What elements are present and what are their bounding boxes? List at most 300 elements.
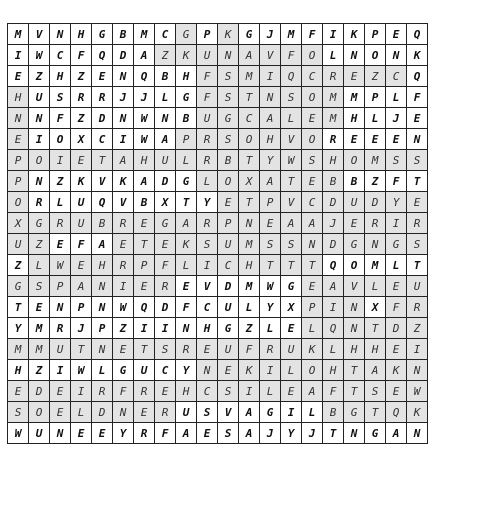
letter-cell[interactable]: S [50, 87, 71, 108]
letter-cell[interactable]: L [176, 150, 197, 171]
letter-cell[interactable]: L [29, 255, 50, 276]
letter-cell[interactable]: H [176, 381, 197, 402]
letter-cell[interactable]: E [302, 171, 323, 192]
letter-cell[interactable]: Q [323, 318, 344, 339]
letter-cell[interactable]: S [8, 402, 29, 423]
letter-cell[interactable]: E [344, 129, 365, 150]
letter-cell[interactable]: M [239, 234, 260, 255]
letter-cell[interactable]: E [386, 24, 407, 45]
letter-cell[interactable]: N [365, 234, 386, 255]
letter-cell[interactable]: Z [29, 234, 50, 255]
letter-cell[interactable]: L [281, 360, 302, 381]
letter-cell[interactable]: Q [281, 66, 302, 87]
letter-cell[interactable]: H [8, 87, 29, 108]
letter-cell[interactable]: I [50, 150, 71, 171]
letter-cell[interactable]: A [323, 276, 344, 297]
letter-cell[interactable]: F [386, 171, 407, 192]
letter-cell[interactable]: A [134, 171, 155, 192]
letter-cell[interactable]: A [239, 423, 260, 444]
letter-cell[interactable]: W [71, 360, 92, 381]
letter-cell[interactable]: T [239, 192, 260, 213]
letter-cell[interactable]: P [8, 171, 29, 192]
letter-cell[interactable]: E [155, 381, 176, 402]
letter-cell[interactable]: S [155, 339, 176, 360]
letter-cell[interactable]: T [8, 297, 29, 318]
letter-cell[interactable]: Z [29, 360, 50, 381]
letter-cell[interactable]: K [176, 45, 197, 66]
letter-cell[interactable]: A [239, 402, 260, 423]
letter-cell[interactable]: Q [407, 24, 428, 45]
letter-cell[interactable]: V [344, 276, 365, 297]
letter-cell[interactable]: G [176, 171, 197, 192]
letter-cell[interactable]: U [197, 108, 218, 129]
letter-cell[interactable]: N [92, 339, 113, 360]
letter-cell[interactable]: U [50, 339, 71, 360]
letter-cell[interactable]: G [218, 108, 239, 129]
letter-cell[interactable]: E [113, 339, 134, 360]
letter-cell[interactable]: P [197, 24, 218, 45]
letter-cell[interactable]: A [176, 213, 197, 234]
letter-cell[interactable]: E [29, 297, 50, 318]
letter-cell[interactable]: N [302, 234, 323, 255]
letter-cell[interactable]: O [302, 87, 323, 108]
letter-cell[interactable]: S [218, 66, 239, 87]
letter-cell[interactable]: Y [176, 360, 197, 381]
letter-cell[interactable]: L [155, 87, 176, 108]
letter-cell[interactable]: Z [407, 318, 428, 339]
letter-cell[interactable]: T [344, 360, 365, 381]
letter-cell[interactable]: O [29, 150, 50, 171]
letter-cell[interactable]: T [176, 192, 197, 213]
letter-cell[interactable]: Z [71, 66, 92, 87]
letter-cell[interactable]: I [8, 45, 29, 66]
letter-cell[interactable]: N [50, 423, 71, 444]
letter-cell[interactable]: G [365, 423, 386, 444]
letter-cell[interactable]: S [302, 150, 323, 171]
letter-cell[interactable]: Q [323, 255, 344, 276]
letter-cell[interactable]: N [176, 318, 197, 339]
letter-cell[interactable]: T [239, 150, 260, 171]
letter-cell[interactable]: P [365, 87, 386, 108]
letter-cell[interactable]: Y [281, 423, 302, 444]
letter-cell[interactable]: N [344, 45, 365, 66]
letter-cell[interactable]: V [218, 402, 239, 423]
letter-cell[interactable]: N [92, 276, 113, 297]
letter-cell[interactable]: E [218, 192, 239, 213]
letter-cell[interactable]: W [113, 297, 134, 318]
letter-cell[interactable]: H [92, 255, 113, 276]
letter-cell[interactable]: E [302, 276, 323, 297]
letter-cell[interactable]: N [113, 108, 134, 129]
letter-cell[interactable]: F [113, 381, 134, 402]
letter-cell[interactable]: U [29, 87, 50, 108]
letter-cell[interactable]: I [260, 360, 281, 381]
letter-cell[interactable]: N [50, 24, 71, 45]
letter-cell[interactable]: I [29, 129, 50, 150]
letter-cell[interactable]: E [71, 255, 92, 276]
letter-cell[interactable]: O [302, 129, 323, 150]
letter-cell[interactable]: E [302, 108, 323, 129]
letter-cell[interactable]: R [134, 423, 155, 444]
letter-cell[interactable]: T [365, 318, 386, 339]
letter-cell[interactable]: M [344, 87, 365, 108]
letter-cell[interactable]: N [386, 45, 407, 66]
letter-cell[interactable]: E [407, 108, 428, 129]
letter-cell[interactable]: I [386, 213, 407, 234]
letter-cell[interactable]: C [218, 255, 239, 276]
letter-cell[interactable]: H [239, 255, 260, 276]
letter-cell[interactable]: R [50, 213, 71, 234]
letter-cell[interactable]: I [113, 129, 134, 150]
letter-cell[interactable]: F [155, 255, 176, 276]
letter-cell[interactable]: L [281, 108, 302, 129]
letter-cell[interactable]: K [407, 45, 428, 66]
letter-cell[interactable]: O [29, 402, 50, 423]
letter-cell[interactable]: R [197, 129, 218, 150]
letter-cell[interactable]: G [29, 213, 50, 234]
letter-cell[interactable]: P [176, 129, 197, 150]
letter-cell[interactable]: R [92, 87, 113, 108]
letter-cell[interactable]: V [281, 192, 302, 213]
letter-cell[interactable]: E [218, 360, 239, 381]
letter-cell[interactable]: R [323, 66, 344, 87]
letter-cell[interactable]: E [176, 276, 197, 297]
letter-cell[interactable]: J [134, 87, 155, 108]
letter-cell[interactable]: J [260, 24, 281, 45]
letter-cell[interactable]: H [50, 66, 71, 87]
letter-cell[interactable]: H [344, 339, 365, 360]
letter-cell[interactable]: U [407, 276, 428, 297]
letter-cell[interactable]: Y [260, 150, 281, 171]
letter-cell[interactable]: C [92, 129, 113, 150]
letter-cell[interactable]: B [113, 24, 134, 45]
letter-cell[interactable]: L [239, 297, 260, 318]
letter-cell[interactable]: F [197, 66, 218, 87]
letter-cell[interactable]: X [365, 297, 386, 318]
letter-cell[interactable]: Y [113, 423, 134, 444]
letter-cell[interactable]: D [113, 45, 134, 66]
letter-cell[interactable]: R [407, 213, 428, 234]
letter-cell[interactable]: L [323, 45, 344, 66]
letter-cell[interactable]: J [323, 213, 344, 234]
letter-cell[interactable]: U [218, 234, 239, 255]
letter-cell[interactable]: H [176, 66, 197, 87]
letter-cell[interactable]: F [239, 339, 260, 360]
letter-cell[interactable]: A [386, 423, 407, 444]
letter-cell[interactable]: R [155, 276, 176, 297]
letter-cell[interactable]: G [155, 213, 176, 234]
letter-cell[interactable]: P [50, 276, 71, 297]
letter-cell[interactable]: W [260, 276, 281, 297]
letter-cell[interactable]: V [260, 45, 281, 66]
letter-cell[interactable]: B [323, 171, 344, 192]
letter-cell[interactable]: F [176, 297, 197, 318]
letter-cell[interactable]: A [281, 213, 302, 234]
letter-cell[interactable]: I [113, 276, 134, 297]
letter-cell[interactable]: A [155, 129, 176, 150]
letter-cell[interactable]: K [113, 171, 134, 192]
letter-cell[interactable]: K [344, 24, 365, 45]
letter-cell[interactable]: I [197, 255, 218, 276]
letter-cell[interactable]: S [407, 150, 428, 171]
letter-cell[interactable]: G [344, 402, 365, 423]
letter-cell[interactable]: O [218, 171, 239, 192]
letter-cell[interactable]: S [218, 381, 239, 402]
letter-cell[interactable]: T [281, 171, 302, 192]
letter-cell[interactable]: H [134, 150, 155, 171]
letter-cell[interactable]: M [239, 276, 260, 297]
letter-cell[interactable]: E [50, 234, 71, 255]
letter-cell[interactable]: X [239, 171, 260, 192]
letter-cell[interactable]: K [239, 360, 260, 381]
letter-cell[interactable]: R [260, 339, 281, 360]
letter-cell[interactable]: R [71, 87, 92, 108]
letter-cell[interactable]: Q [92, 192, 113, 213]
letter-cell[interactable]: S [218, 87, 239, 108]
letter-cell[interactable]: Z [239, 318, 260, 339]
letter-cell[interactable]: N [218, 45, 239, 66]
letter-cell[interactable]: D [29, 381, 50, 402]
letter-cell[interactable]: S [365, 381, 386, 402]
letter-cell[interactable]: C [50, 45, 71, 66]
letter-cell[interactable]: E [386, 276, 407, 297]
letter-cell[interactable]: T [239, 87, 260, 108]
letter-cell[interactable]: U [218, 297, 239, 318]
letter-cell[interactable]: F [155, 423, 176, 444]
letter-cell[interactable]: C [239, 108, 260, 129]
letter-cell[interactable]: K [218, 24, 239, 45]
letter-cell[interactable]: E [134, 213, 155, 234]
letter-cell[interactable]: G [386, 234, 407, 255]
letter-cell[interactable]: P [71, 297, 92, 318]
letter-cell[interactable]: P [92, 318, 113, 339]
letter-cell[interactable]: A [239, 45, 260, 66]
letter-cell[interactable]: T [344, 381, 365, 402]
letter-cell[interactable]: G [239, 24, 260, 45]
letter-cell[interactable]: W [134, 108, 155, 129]
letter-cell[interactable]: U [155, 150, 176, 171]
letter-cell[interactable]: W [134, 129, 155, 150]
letter-cell[interactable]: C [155, 24, 176, 45]
letter-cell[interactable]: E [197, 339, 218, 360]
letter-cell[interactable]: Z [113, 318, 134, 339]
letter-cell[interactable]: S [197, 402, 218, 423]
letter-cell[interactable]: T [92, 150, 113, 171]
letter-cell[interactable]: K [176, 234, 197, 255]
letter-cell[interactable]: N [260, 87, 281, 108]
letter-cell[interactable]: R [407, 297, 428, 318]
letter-cell[interactable]: E [113, 234, 134, 255]
letter-cell[interactable]: U [8, 234, 29, 255]
letter-cell[interactable]: N [155, 108, 176, 129]
letter-cell[interactable]: B [134, 192, 155, 213]
letter-cell[interactable]: R [92, 381, 113, 402]
letter-cell[interactable]: F [71, 234, 92, 255]
letter-cell[interactable]: F [281, 45, 302, 66]
letter-cell[interactable]: V [92, 171, 113, 192]
letter-cell[interactable]: I [71, 381, 92, 402]
letter-cell[interactable]: W [8, 423, 29, 444]
letter-cell[interactable]: F [386, 297, 407, 318]
letter-cell[interactable]: N [50, 297, 71, 318]
letter-cell[interactable]: Z [50, 171, 71, 192]
letter-cell[interactable]: F [323, 381, 344, 402]
letter-cell[interactable]: U [134, 360, 155, 381]
letter-cell[interactable]: S [218, 129, 239, 150]
letter-cell[interactable]: O [239, 129, 260, 150]
letter-cell[interactable]: R [113, 255, 134, 276]
letter-cell[interactable]: R [323, 129, 344, 150]
letter-cell[interactable]: R [50, 318, 71, 339]
letter-cell[interactable]: E [407, 192, 428, 213]
letter-cell[interactable]: Q [134, 66, 155, 87]
letter-cell[interactable]: B [323, 402, 344, 423]
letter-cell[interactable]: L [386, 87, 407, 108]
letter-cell[interactable]: B [218, 150, 239, 171]
letter-cell[interactable]: M [8, 24, 29, 45]
letter-cell[interactable]: D [386, 318, 407, 339]
letter-cell[interactable]: F [50, 108, 71, 129]
letter-cell[interactable]: L [92, 360, 113, 381]
letter-cell[interactable]: L [260, 318, 281, 339]
letter-cell[interactable]: H [71, 24, 92, 45]
letter-cell[interactable]: I [260, 66, 281, 87]
letter-cell[interactable]: I [50, 360, 71, 381]
letter-cell[interactable]: E [92, 423, 113, 444]
letter-cell[interactable]: T [407, 255, 428, 276]
letter-cell[interactable]: A [71, 276, 92, 297]
letter-cell[interactable]: E [386, 381, 407, 402]
letter-cell[interactable]: M [323, 108, 344, 129]
letter-cell[interactable]: U [218, 339, 239, 360]
letter-cell[interactable]: I [134, 318, 155, 339]
letter-cell[interactable]: R [113, 213, 134, 234]
letter-cell[interactable]: O [8, 192, 29, 213]
letter-cell[interactable]: K [386, 360, 407, 381]
letter-cell[interactable]: X [71, 129, 92, 150]
letter-cell[interactable]: F [407, 87, 428, 108]
letter-cell[interactable]: Z [155, 45, 176, 66]
letter-cell[interactable]: P [8, 150, 29, 171]
letter-cell[interactable]: V [197, 276, 218, 297]
letter-cell[interactable]: Q [134, 297, 155, 318]
letter-cell[interactable]: N [29, 108, 50, 129]
letter-cell[interactable]: E [260, 213, 281, 234]
letter-cell[interactable]: T [71, 339, 92, 360]
letter-cell[interactable]: G [218, 318, 239, 339]
letter-cell[interactable]: J [113, 87, 134, 108]
letter-cell[interactable]: Y [8, 318, 29, 339]
letter-cell[interactable]: U [176, 402, 197, 423]
letter-cell[interactable]: B [176, 108, 197, 129]
letter-cell[interactable]: P [218, 213, 239, 234]
letter-cell[interactable]: I [239, 381, 260, 402]
letter-cell[interactable]: N [8, 108, 29, 129]
letter-cell[interactable]: E [134, 276, 155, 297]
letter-cell[interactable]: C [386, 66, 407, 87]
letter-cell[interactable]: I [155, 318, 176, 339]
letter-cell[interactable]: H [323, 360, 344, 381]
letter-cell[interactable]: G [113, 360, 134, 381]
letter-cell[interactable]: Q [92, 45, 113, 66]
letter-cell[interactable]: E [365, 129, 386, 150]
letter-cell[interactable]: S [260, 234, 281, 255]
letter-cell[interactable]: N [407, 423, 428, 444]
letter-cell[interactable]: L [176, 255, 197, 276]
letter-cell[interactable]: I [281, 402, 302, 423]
letter-cell[interactable]: N [344, 318, 365, 339]
letter-cell[interactable]: M [8, 339, 29, 360]
letter-cell[interactable]: I [407, 339, 428, 360]
letter-cell[interactable]: E [92, 66, 113, 87]
letter-cell[interactable]: J [302, 423, 323, 444]
letter-cell[interactable]: L [365, 276, 386, 297]
letter-cell[interactable]: E [8, 381, 29, 402]
letter-cell[interactable]: N [197, 360, 218, 381]
letter-cell[interactable]: E [134, 402, 155, 423]
letter-cell[interactable]: T [302, 255, 323, 276]
letter-cell[interactable]: C [197, 297, 218, 318]
letter-cell[interactable]: A [260, 171, 281, 192]
letter-cell[interactable]: L [71, 402, 92, 423]
letter-cell[interactable]: P [260, 192, 281, 213]
letter-cell[interactable]: Z [29, 66, 50, 87]
letter-cell[interactable]: G [176, 24, 197, 45]
letter-cell[interactable]: E [71, 150, 92, 171]
letter-cell[interactable]: O [344, 150, 365, 171]
letter-cell[interactable]: V [29, 24, 50, 45]
letter-cell[interactable]: R [197, 150, 218, 171]
letter-cell[interactable]: V [281, 129, 302, 150]
letter-cell[interactable]: D [92, 402, 113, 423]
letter-cell[interactable]: N [113, 66, 134, 87]
letter-cell[interactable]: M [29, 339, 50, 360]
letter-cell[interactable]: W [407, 381, 428, 402]
letter-cell[interactable]: L [302, 318, 323, 339]
letter-cell[interactable]: R [29, 192, 50, 213]
letter-cell[interactable]: S [197, 234, 218, 255]
letter-cell[interactable]: D [92, 108, 113, 129]
letter-cell[interactable]: O [344, 255, 365, 276]
letter-cell[interactable]: Q [407, 66, 428, 87]
letter-cell[interactable]: N [29, 171, 50, 192]
letter-cell[interactable]: U [344, 192, 365, 213]
letter-cell[interactable]: G [344, 234, 365, 255]
letter-cell[interactable]: W [29, 45, 50, 66]
letter-cell[interactable]: O [302, 45, 323, 66]
letter-cell[interactable]: M [323, 87, 344, 108]
letter-cell[interactable]: F [197, 87, 218, 108]
letter-cell[interactable]: P [134, 255, 155, 276]
letter-cell[interactable]: A [302, 381, 323, 402]
letter-cell[interactable]: D [218, 276, 239, 297]
letter-cell[interactable]: E [71, 423, 92, 444]
letter-cell[interactable]: E [386, 339, 407, 360]
letter-cell[interactable]: Z [365, 66, 386, 87]
letter-cell[interactable]: T [323, 423, 344, 444]
letter-cell[interactable]: E [344, 66, 365, 87]
letter-cell[interactable]: X [8, 213, 29, 234]
letter-cell[interactable]: U [71, 213, 92, 234]
letter-cell[interactable]: N [344, 297, 365, 318]
letter-cell[interactable]: O [50, 129, 71, 150]
letter-cell[interactable]: X [281, 297, 302, 318]
letter-cell[interactable]: R [197, 213, 218, 234]
letter-cell[interactable]: F [71, 45, 92, 66]
letter-cell[interactable]: T [281, 255, 302, 276]
letter-cell[interactable]: L [50, 192, 71, 213]
letter-cell[interactable]: D [365, 192, 386, 213]
